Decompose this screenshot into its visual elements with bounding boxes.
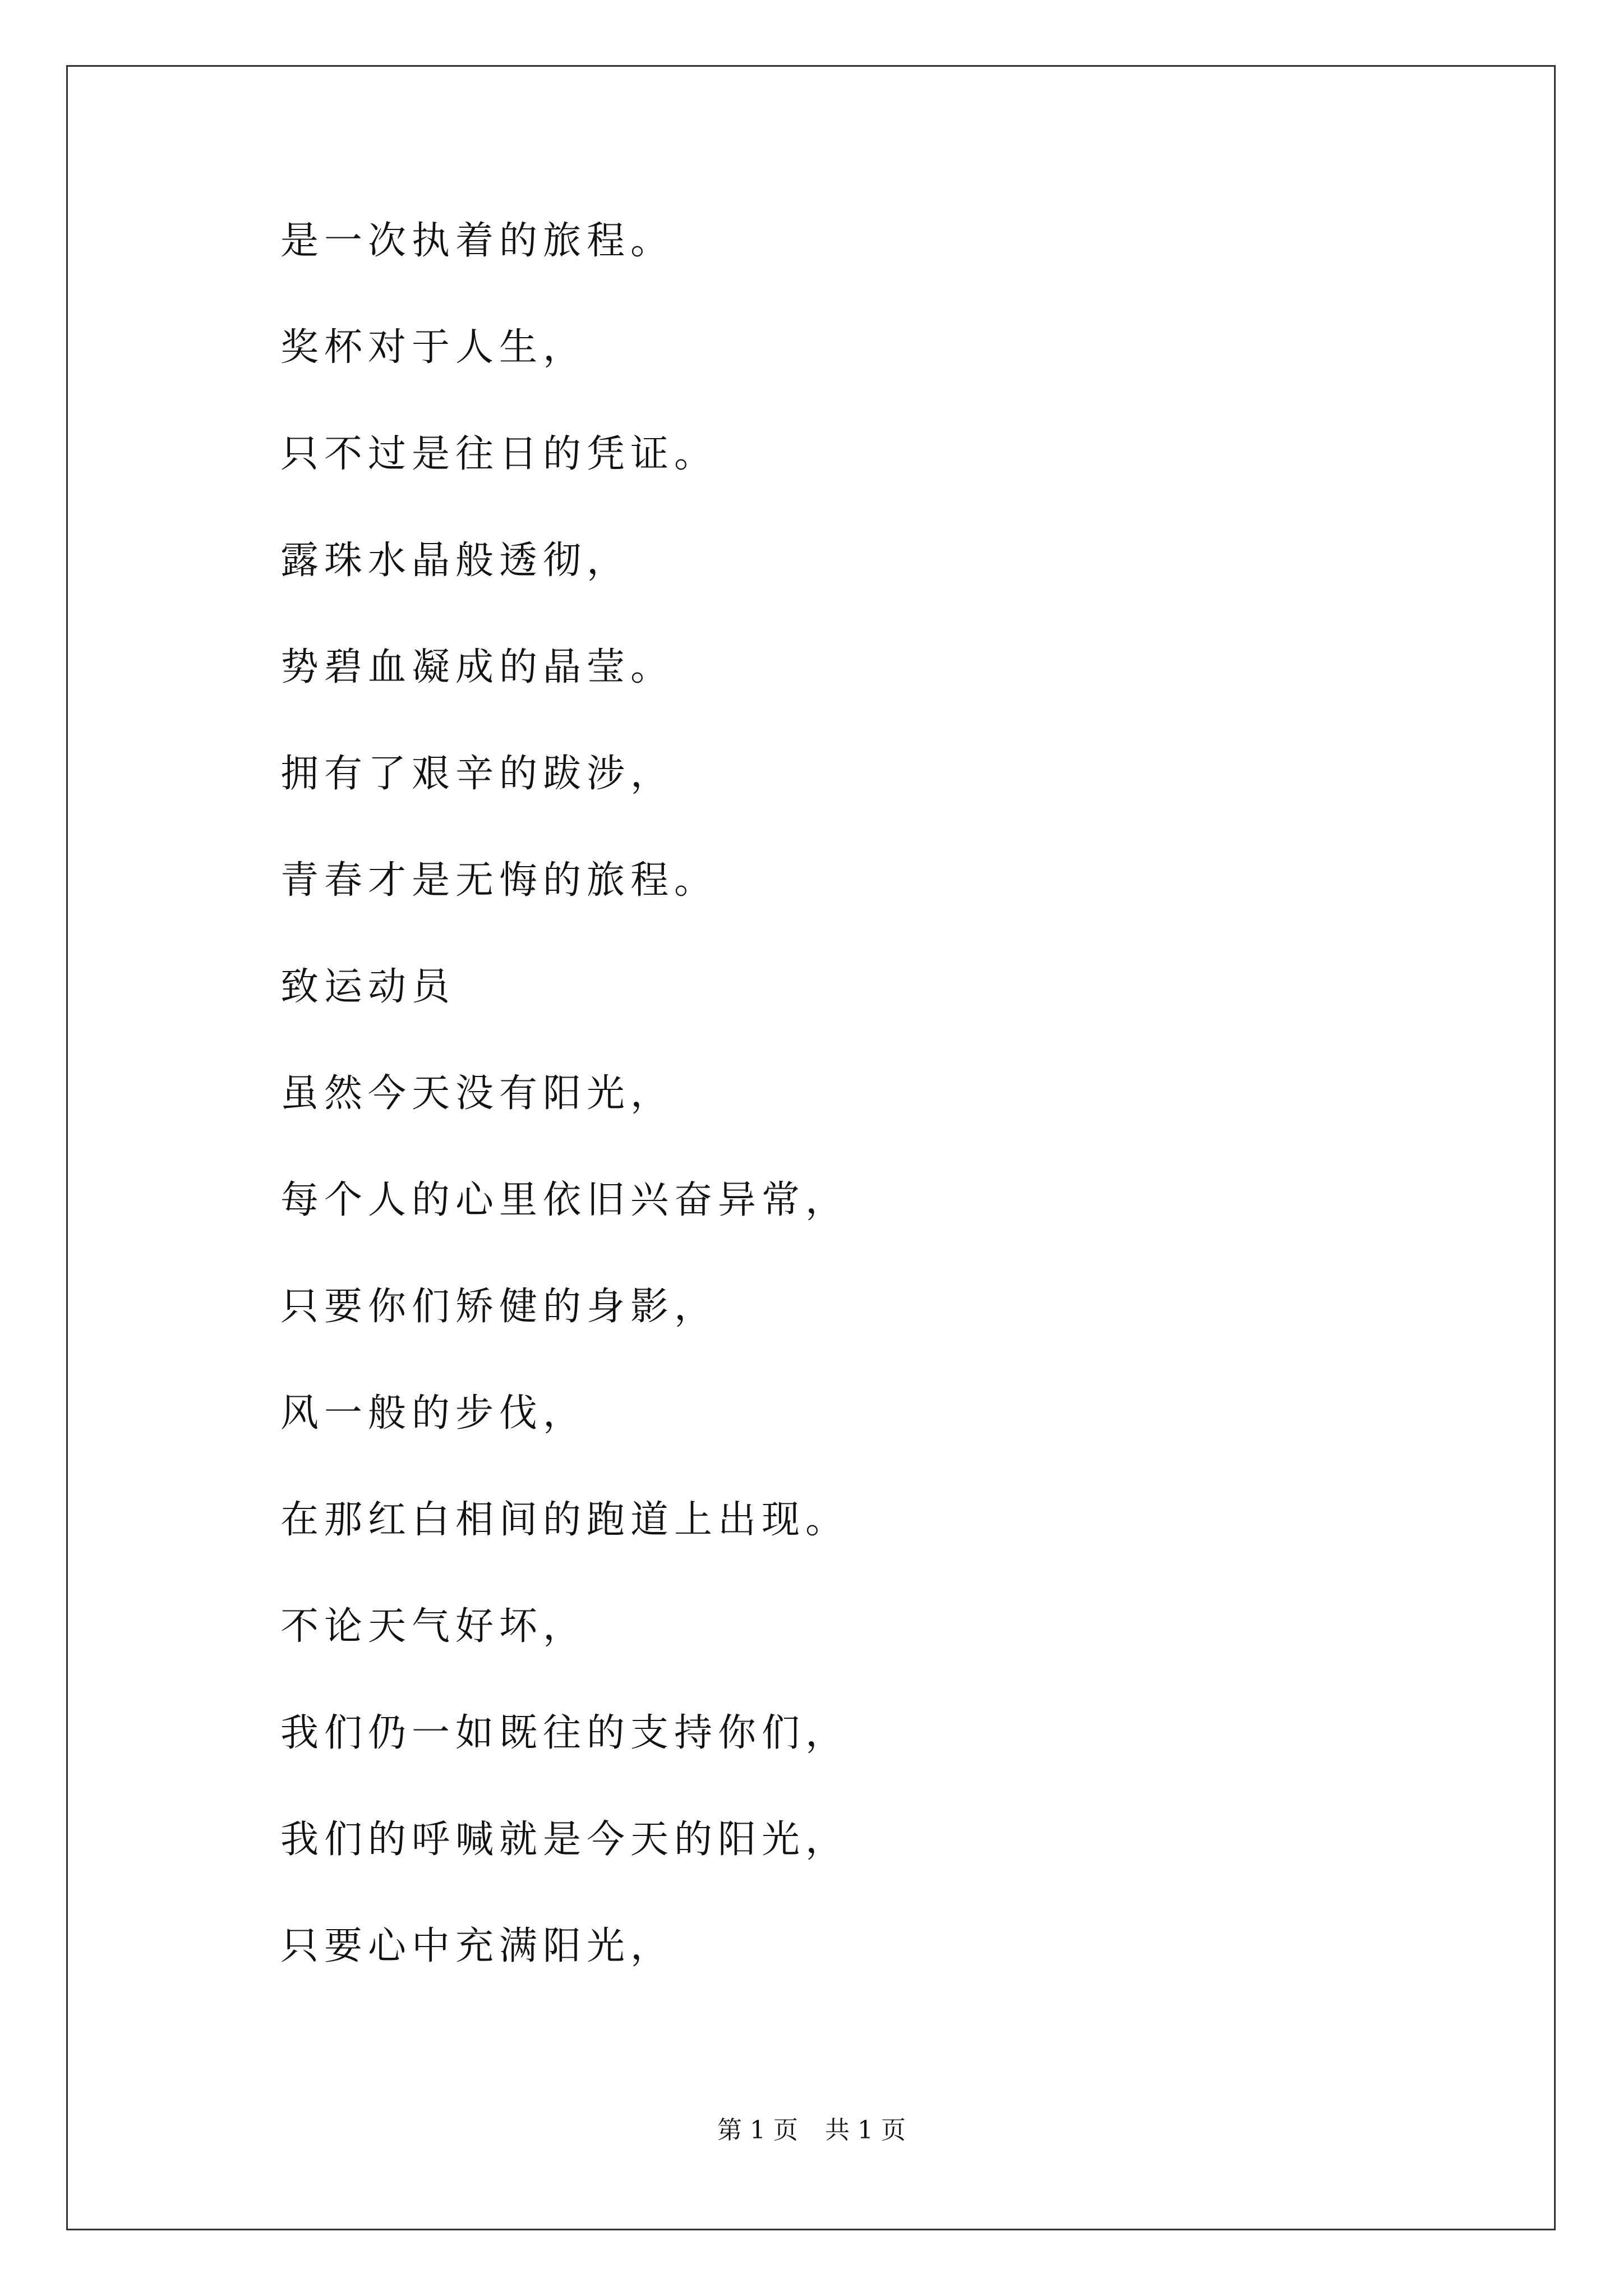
poem-line: 风一般的步伐，: [280, 1391, 587, 1435]
page-total: 共 1 页: [825, 2116, 906, 2145]
poem-line: 只要心中充满阳光，: [280, 1924, 675, 1968]
page-footer: [0, 2114, 1623, 2147]
poem-line: 拥有了艰辛的跋涉，: [280, 752, 675, 796]
poem-title: 致运动员: [280, 965, 456, 1009]
poem-body: [280, 213, 849, 2025]
poem-line: 只要你们矫健的身影，: [280, 1285, 718, 1329]
poem-line: 不论天气好坏，: [280, 1604, 587, 1649]
poem-line: 每个人的心里依旧兴奋异常，: [280, 1178, 850, 1222]
poem-line: 在那红白相间的跑道上出现。: [280, 1498, 850, 1542]
poem-line: 只不过是往日的凭证。: [280, 432, 718, 476]
poem-line: 露珠水晶般透彻，: [280, 539, 631, 583]
poem-line: 虽然今天没有阳光，: [280, 1071, 675, 1116]
poem-line: 我们的呼喊就是今天的阳光，: [280, 1818, 850, 1862]
page-number: 第 1 页: [717, 2116, 798, 2145]
poem-line: 我们仍一如既往的支持你们，: [280, 1711, 850, 1755]
poem-line: 势碧血凝成的晶莹。: [280, 645, 675, 689]
poem-line: 青春才是无悔的旅程。: [280, 858, 718, 903]
poem-line: 是一次执着的旅程。: [280, 219, 675, 263]
poem-line: 奖杯对于人生，: [280, 325, 587, 370]
